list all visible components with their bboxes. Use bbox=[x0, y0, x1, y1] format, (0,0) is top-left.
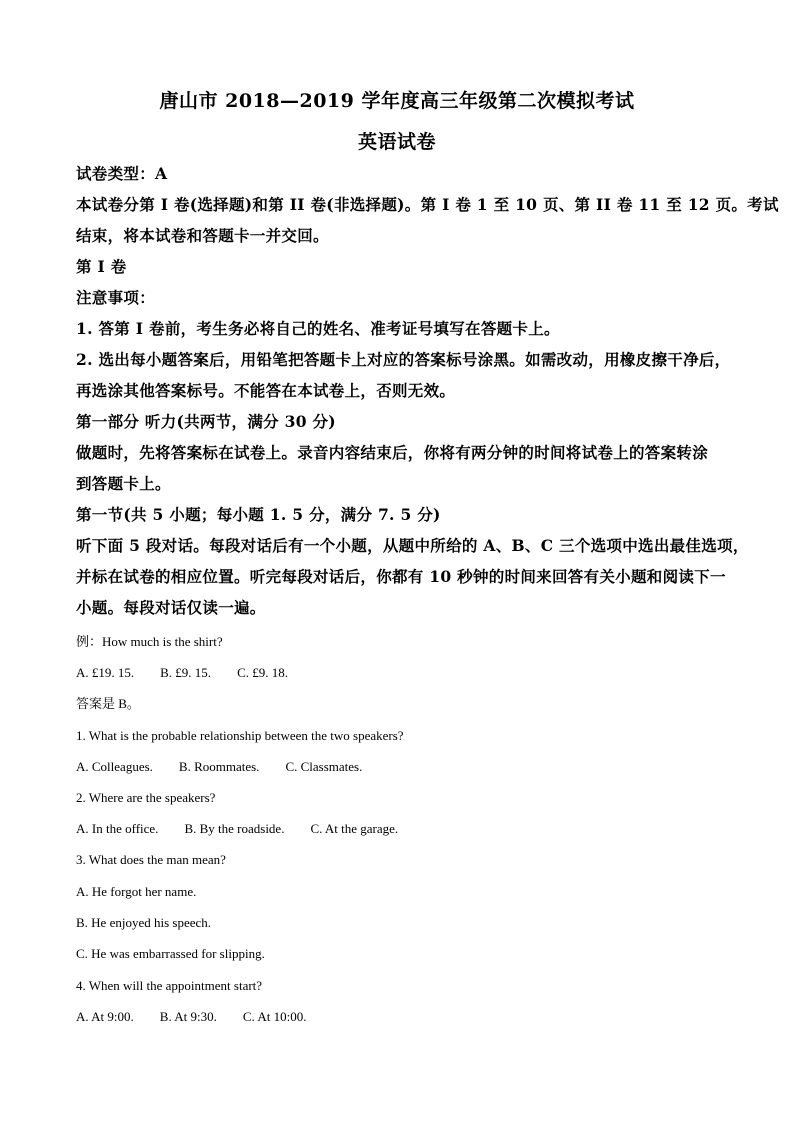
question-4-options bbox=[76, 1009, 332, 1025]
example-answer: 答案是 B。 bbox=[76, 696, 140, 711]
notes-heading: 注意事项： bbox=[76, 288, 156, 307]
option-c: C. At the garage. bbox=[310, 821, 399, 836]
option-c: C. At 10:00. bbox=[242, 1009, 307, 1024]
question-1: 1. What is the probable relationship between the two speakers? bbox=[76, 728, 404, 743]
instruction-line: 本试卷分第 I 卷(选择题)和第 II 卷(非选择题)。第 I 卷 1 至 10 页、第 II 卷 11 至 12 页。考试 bbox=[76, 195, 779, 214]
question-2: 2. Where are the speakers? bbox=[76, 790, 216, 805]
question-3: 3. What does the man mean? bbox=[76, 852, 226, 867]
part-instruction: 做题时，先将答案标在试卷上。录音内容结束后，你将有两分钟的时间将试卷上的答案转涂 bbox=[76, 443, 709, 462]
paper-type: 试卷类型：A bbox=[76, 164, 168, 183]
exam-title: 唐山市 2018—2019 学年度高三年级第二次模拟考试 bbox=[159, 90, 635, 112]
example-question: 例：How much is the shirt? bbox=[76, 634, 223, 649]
question-2-options bbox=[76, 821, 424, 837]
instruction-line: 结束，将本试卷和答题卡一并交回。 bbox=[76, 226, 329, 245]
option-a: A. At 9:00. bbox=[76, 1009, 134, 1024]
section-heading: 第 I 卷 bbox=[76, 257, 127, 276]
question-3-option-a: A. He forgot her name. bbox=[76, 884, 197, 899]
option-b: B. By the roadside. bbox=[184, 821, 285, 836]
option-b: B. Roommates. bbox=[178, 759, 260, 774]
section-instruction: 听下面 5 段对话。每段对话后有一个小题，从题中所给的 A、B、C 三个选项中选出最佳选项， bbox=[76, 536, 749, 555]
exam-subtitle: 英语试卷 bbox=[357, 131, 436, 153]
example-options bbox=[76, 665, 314, 681]
option-c: C. Classmates. bbox=[285, 759, 363, 774]
question-1-options bbox=[76, 759, 388, 775]
option-a: A. In the office. bbox=[76, 821, 159, 836]
option-a: A. £19. 15. bbox=[76, 665, 135, 680]
option-b: B. £9. 15. bbox=[160, 665, 212, 680]
option-b: B. At 9:30. bbox=[159, 1009, 217, 1024]
question-3-option-b: B. He enjoyed his speech. bbox=[76, 915, 212, 930]
part-heading: 第一部分 听力(共两节，满分 30 分) bbox=[76, 412, 336, 431]
section-heading: 第一节(共 5 小题；每小题 1. 5 分，满分 7. 5 分) bbox=[76, 505, 441, 524]
part-instruction: 到答题卡上。 bbox=[76, 474, 171, 493]
note-item: 1. 答第 I 卷前，考生务必将自己的姓名、准考证号填写在答题卡上。 bbox=[76, 319, 560, 338]
question-4: 4. When will the appointment start? bbox=[76, 978, 263, 993]
note-item: 再选涂其他答案标号。不能答在本试卷上，否则无效。 bbox=[76, 381, 456, 400]
question-3-option-c: C. He was embarrassed for slipping. bbox=[76, 946, 265, 961]
section-instruction: 小题。每段对话仅读一遍。 bbox=[76, 598, 266, 617]
section-instruction: 并标在试卷的相应位置。听完每段对话后，你都有 10 秒钟的时间来回答有关小题和阅读下一 bbox=[76, 567, 726, 586]
option-c: C. £9. 18. bbox=[237, 665, 288, 680]
option-a: A. Colleagues. bbox=[76, 759, 153, 774]
note-item: 2. 选出每小题答案后，用铅笔把答题卡上对应的答案标号涂黑。如需改动，用橡皮擦干净后， bbox=[76, 350, 731, 369]
